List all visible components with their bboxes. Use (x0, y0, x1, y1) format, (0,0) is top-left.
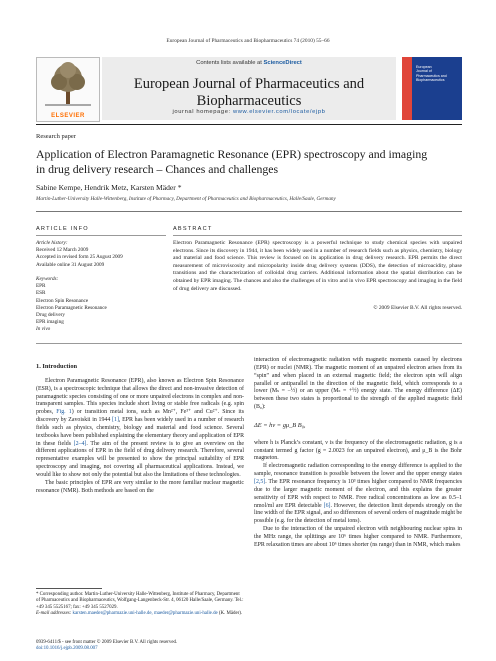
article-history (36, 240, 166, 269)
email-note: E-mail addresses: karsten.maeder@pharmazie.uni-halle.de, maeder@pharmazie.uni-halle.de (K. Mäder). (36, 611, 243, 617)
cover-line: Pharmaceutics and (416, 73, 447, 78)
header-rule (36, 124, 462, 125)
title-line: Application of Electron Paramagnetic Resonance (EPR) spectroscopy and imaging (36, 147, 428, 161)
body-paragraph: Electron Paramagnetic Resonance (EPR), also known as Electron Spin Resonance (ESR), is a spectroscopic technique that allows the direct and non-invasive detection of paramagnetic species consisting of one or more unpaired electrons in complex and non-transparent samples. This species include short living or stable free radicals (e.g. spin probes, Fig. 1) or transition metal ions, such as Mn²⁺, Fe³⁺ and Cu²⁺. Since its discovery by Zavoiskii in 1944 [1], EPR has been widely used in a number of research fields such as physics, chemistry, biology and material and food science. Several textbooks have been published explaining the elementary theory and application of EPR in these fields [2–4]. The aim of the present review is to give an overview on the different applications of EPR in the field of drug delivery research. Therefore, several representative examples will be presented to show the principal suitability of EPR spectroscopy and imaging, not covering all pharmaceutical applications. Instead, we would like to show not only the potential but also the limitations of these technologies. (36, 377, 244, 478)
abstract-rule (173, 235, 462, 236)
reference-link[interactable]: [2,5] (254, 478, 266, 485)
right-column (254, 357, 462, 550)
keyword: EPR imaging (36, 319, 64, 326)
body-paragraph: Due to the interaction of the unpaired electron with neighbouring nuclear spins in the MHz range, the splittings are 10⁶ times higher compared to NMR. Furthermore, EPR relaxation times are about 10⁶ times shorter (ns range) than in NMR, which makes (254, 526, 462, 548)
affiliation: Martin-Luther-University Halle-Wittenberg, Institute of Pharmacy, Department of Pharmaceutics and Biopharmaceutics, Halle/Saale, Germany (36, 196, 336, 202)
elsevier-tree-icon (37, 58, 99, 110)
journal-banner (36, 57, 462, 120)
history-entry: Received 12 March 2009 (36, 247, 89, 254)
cover-stripe (402, 57, 412, 120)
history-entry: Accepted in revised form 25 August 2009 (36, 254, 123, 261)
email-link[interactable]: karsten.maeder@pharmazie.uni-halle.de, maeder@pharmazie.uni-halle.de (72, 611, 218, 617)
contents-line (102, 60, 396, 66)
keyword: Electron Paramagnetic Resonance (36, 304, 107, 311)
journal-homepage (102, 109, 396, 115)
elsevier-logo (36, 57, 100, 122)
body-paragraph: interaction of electromagnetic radiation with magnetic moments caused by electrons (EPR) or nuclei (NMR). The magnetic moment of an unpaired electron arises from its “spin” and when placed in an external magnetic field; the electron spin will align parallel or antiparallel in the direction of the magnetic field, which corresponds to a lower (Mₛ = −½) or an upper (Mₛ = +½) energy state. The energy difference (ΔE) between these two states is proportional to the strength of the applied magnetic field (B₀): (254, 357, 462, 411)
abstract-heading: ABSTRACT (173, 226, 213, 232)
keyword: Drug delivery (36, 312, 65, 319)
doi-link[interactable]: doi:10.1016/j.ejpb.2009.08.007 (36, 646, 98, 652)
journal-citation: European Journal of Pharmaceutics and Biopharmaceutics 74 (2010) 55–66 (166, 38, 330, 44)
abstract-copyright: © 2009 Elsevier B.V. All rights reserved. (373, 305, 462, 311)
author-list: Sabine Kempe, Hendrik Metz, Karsten Mäder * (36, 183, 182, 192)
cover-line: European (416, 65, 432, 69)
section-rule (36, 211, 462, 212)
body-paragraph: where h is Planck’s constant, ν is the frequency of the electromagnetic radiation, g is a constant termed g factor (g = 2.0023 for an unpaired electron), and μ_B is the Bohr magneton. (254, 439, 462, 462)
reference-link[interactable]: [1] (112, 417, 119, 424)
journal-masthead (102, 57, 396, 120)
sciencedirect-link[interactable]: ScienceDirect (263, 60, 302, 66)
contents-prefix: Contents lists available at (196, 60, 264, 66)
reference-link[interactable]: [2–4] (73, 440, 87, 447)
info-rule (36, 235, 166, 236)
homepage-prefix: journal homepage: (172, 109, 233, 115)
section-title: 1. Introduction (36, 363, 78, 370)
footnote-rule (36, 588, 102, 589)
keyword: EPR (36, 283, 46, 290)
journal-cover-thumbnail (402, 57, 462, 120)
article-title (36, 147, 462, 176)
title-line: in drug delivery research – Chances and challenges (36, 161, 279, 176)
figure-link[interactable]: Fig. 1 (56, 409, 72, 416)
body-rule (36, 343, 462, 344)
corresponding-author-note: * Corresponding author. Martin-Luther-University Halle-Wittenberg, Institute of Pharmacy, Department of Pharmaceutics and Biopharmaceutics, Wolfgang-Langenbeck-Str. 4, 06120 Halle/Saale, Germany. Tel.: +49 345 5525167; fax: +49 345 5527029. (36, 592, 244, 610)
cover-title (416, 65, 460, 83)
history-label: Article history: (36, 240, 68, 246)
article-info-heading: ARTICLE INFO (36, 226, 89, 232)
abstract-text: Electron Paramagnetic Resonance (EPR) spectroscopy is a powerful technique to study chemical species with unpaired electrons. Since its discovery in 1944, it has been widely used in a number of research fields such as physics, chemistry, biology and material and food science. This review is focused on its application in drug delivery research. EPR permits the direct measurement of microviscosity and micropolarity inside drug delivery systems (DDS), the detection of microacidity, phase transitions and the characterization of colloidal drug carriers. Additional information about the spatial distribution can be obtained by EPR imaging. The chances and also the challenges of in vitro and in vivo EPR spectroscopy and imaging in the field of drug delivery are discussed. (173, 240, 462, 292)
article-type: Research paper (36, 133, 76, 140)
history-entry: Available online 31 August 2009 (36, 261, 105, 268)
keyword: Electron Spin Resonance (36, 297, 89, 304)
reference-link[interactable]: [6] (323, 502, 331, 509)
body-paragraph: If electromagnetic radiation corresponding to the energy difference is applied to the sample, resonance transition is possible between the lower and the upper energy states [2,5]. The EPR resonance frequency is 10³ times higher compared to NMR frequencies due to the larger magnetic moment of the electron, and this explains the greater sensitivity of EPR with respect to NMR. Free radical concentrations as low as 0.5–1 nmol/ml are EPR detectable [6]. However, the detection limit depends strongly on the line width of the EPR signal, and so differences of several orders of magnitude might be possible (e.g. for the detection of metal ions). (254, 463, 462, 525)
body-paragraph: The basic principles of EPR are very similar to the more familiar nuclear magnetic resonance (NMR). Both methods are based on the (36, 479, 244, 494)
left-column (36, 363, 244, 496)
equation: ΔE = hν = gμ_B B₀, (254, 421, 306, 429)
keyword: In vivo (36, 326, 51, 333)
cover-line: Journal of (416, 69, 432, 74)
keyword: ESR (36, 290, 46, 297)
keywords (36, 276, 166, 334)
page-footer (36, 640, 244, 653)
publisher-name: ELSEVIER (51, 113, 85, 119)
keywords-label: Keywords: (36, 276, 59, 282)
footnote (36, 592, 244, 618)
cover-line: Biopharmaceutics (416, 78, 445, 83)
journal-title: European Journal of Pharmaceutics and Biopharmaceutics (133, 76, 365, 109)
issn-line: 0939-6411/$ - see front matter © 2009 Elsevier B.V. All rights reserved. (36, 640, 178, 645)
homepage-link[interactable]: www.elsevier.com/locate/ejpb (232, 109, 326, 115)
